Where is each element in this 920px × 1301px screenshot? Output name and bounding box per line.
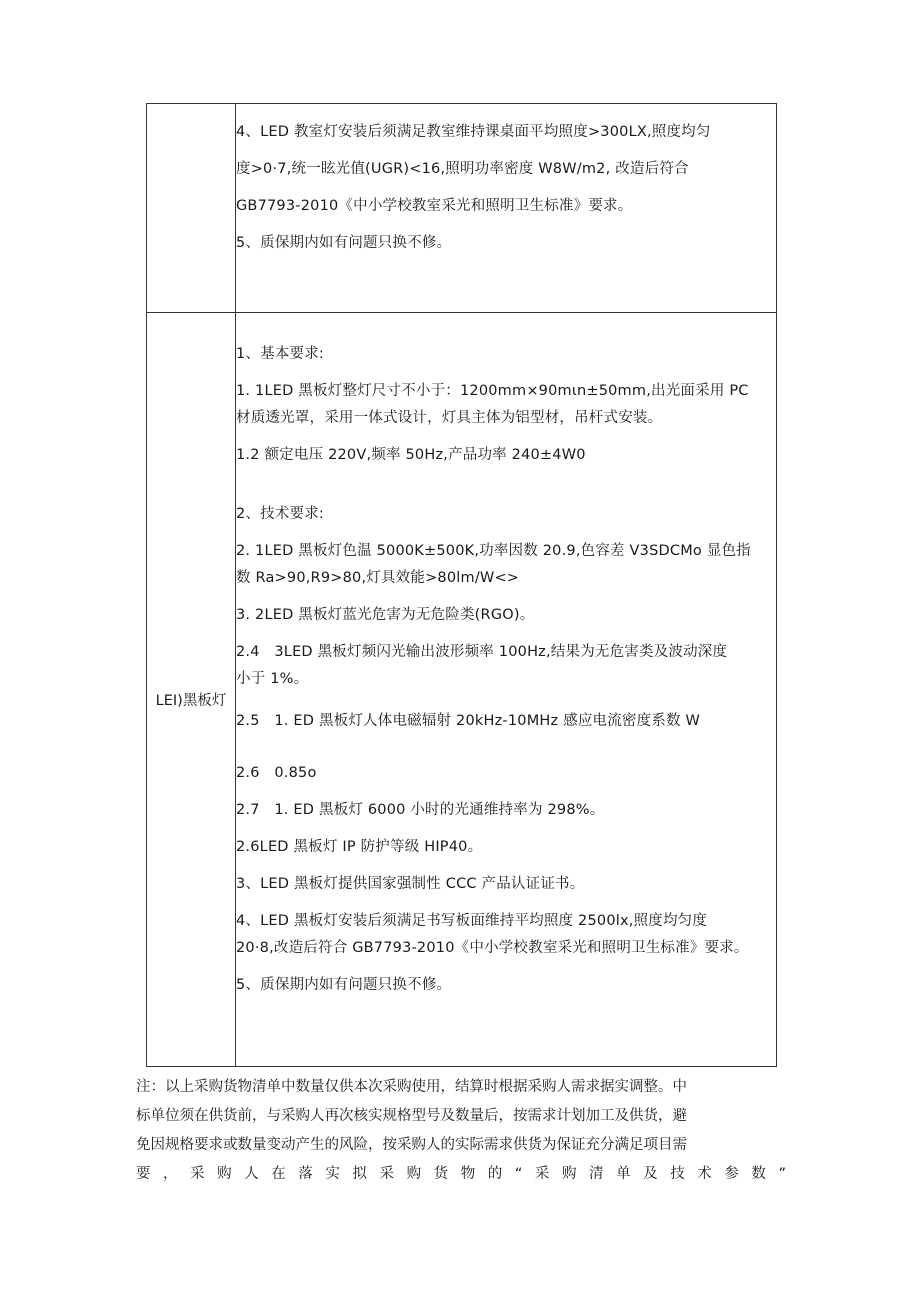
text-line: 4、LED 黑板灯安装后须满足书写板面维持平均照度 2500lx,照度均匀度 — [236, 913, 708, 929]
footnote-line: 免因规格要求或数量变动产生的风险，按采购人的实际需求供货为保证充分满足项目需 — [136, 1137, 687, 1153]
text-line: 材质透光罩，采用一体式设计，灯具主体为铝型材，吊杆式安装。 — [236, 410, 663, 426]
section-heading: 2、技术要求: — [236, 506, 325, 522]
text-line: 2.6LED 黑板灯 IP 防护等级 HIP40。 — [236, 839, 483, 855]
requirements-text — [236, 104, 776, 267]
spacer-line — [236, 479, 776, 501]
text-line: 4、LED 教室灯安装后须满足教室维持课桌面平均照度>300LX,照度均匀 — [236, 124, 711, 140]
text-line: 3. 2LED 黑板灯蓝光危害为无危险类(RGO)。 — [236, 607, 535, 623]
section-heading: 1、基本要求: — [236, 346, 325, 362]
requirements-text — [236, 313, 776, 999]
text-line: 1. 1LED 黑板灯整灯尺寸不小于：1200mm×90mιn±50mm,出光面采用 PC — [236, 383, 749, 399]
text-line: GB7793-2010《中小学校教室采光和照明卫生标准》要求。 — [236, 198, 633, 214]
text-line: 2.4 3LED 黑板灯频闪光输出波形频率 100Hz,结果为无危害类及波动深度 — [236, 644, 728, 660]
footnote-line: 注：以上采购货物清单中数量仅供本次采购使用，结算时根据采购人需求据实调整。中 — [136, 1079, 687, 1095]
item-name: LEI)黑板灯 — [155, 693, 227, 709]
requirements-cell — [236, 104, 777, 313]
item-name-cell — [147, 104, 236, 313]
item-name-cell — [147, 313, 236, 1067]
table-row — [147, 104, 777, 313]
table-row — [147, 313, 777, 1067]
spacer-line — [236, 693, 776, 708]
text-line: 2.5 1. ED 黑板灯人体电磁辐射 20kHz-10MHz 感应电流密度系数 W — [236, 713, 701, 729]
text-line: 1.2 额定电压 220V,频率 50Hz,产品功率 240±4W0 — [236, 447, 586, 463]
spacer-line — [236, 735, 776, 760]
text-line: 5、质保期内如有问题只换不修。 — [236, 977, 452, 993]
spec-table — [146, 103, 777, 1067]
text-line: 3、LED 黑板灯提供国家强制性 CCC 产品认证证书。 — [236, 876, 585, 892]
text-line: 5、质保期内如有问题只换不修。 — [236, 235, 452, 251]
requirements-cell — [236, 313, 777, 1067]
text-line: 小于 1%。 — [236, 671, 309, 687]
footnote-line: 标单位须在供货前，与采购人再次核实规格型号及数量后，按需求计划加工及供货，避 — [136, 1108, 687, 1124]
footnote — [136, 1073, 786, 1189]
text-line: 数 Ra>90,R9>80,灯具效能>80lm∕W<> — [236, 570, 520, 586]
footnote-line: 要，采购人在落实拟采购货物的“采购清单及技术参数” — [136, 1166, 786, 1182]
text-line: 2. 1LED 黑板灯色温 5000K±500K,功率因数 20.9,色容差 V3SDCMo 显色指 — [236, 543, 751, 559]
text-line: 2.6 0.85o — [236, 765, 317, 781]
text-line: 20·8,改造后符合 GB7793-2010《中小学校教室采光和照明卫生标准》要求。 — [236, 940, 749, 956]
text-line: 度>0·7,统一眩光值(UGR)<16,照明功率密度 W8W∕m2, 改造后符合 — [236, 161, 689, 177]
text-line: 2.7 1. ED 黑板灯 6000 小时的光通维持率为 298%。 — [236, 802, 605, 818]
